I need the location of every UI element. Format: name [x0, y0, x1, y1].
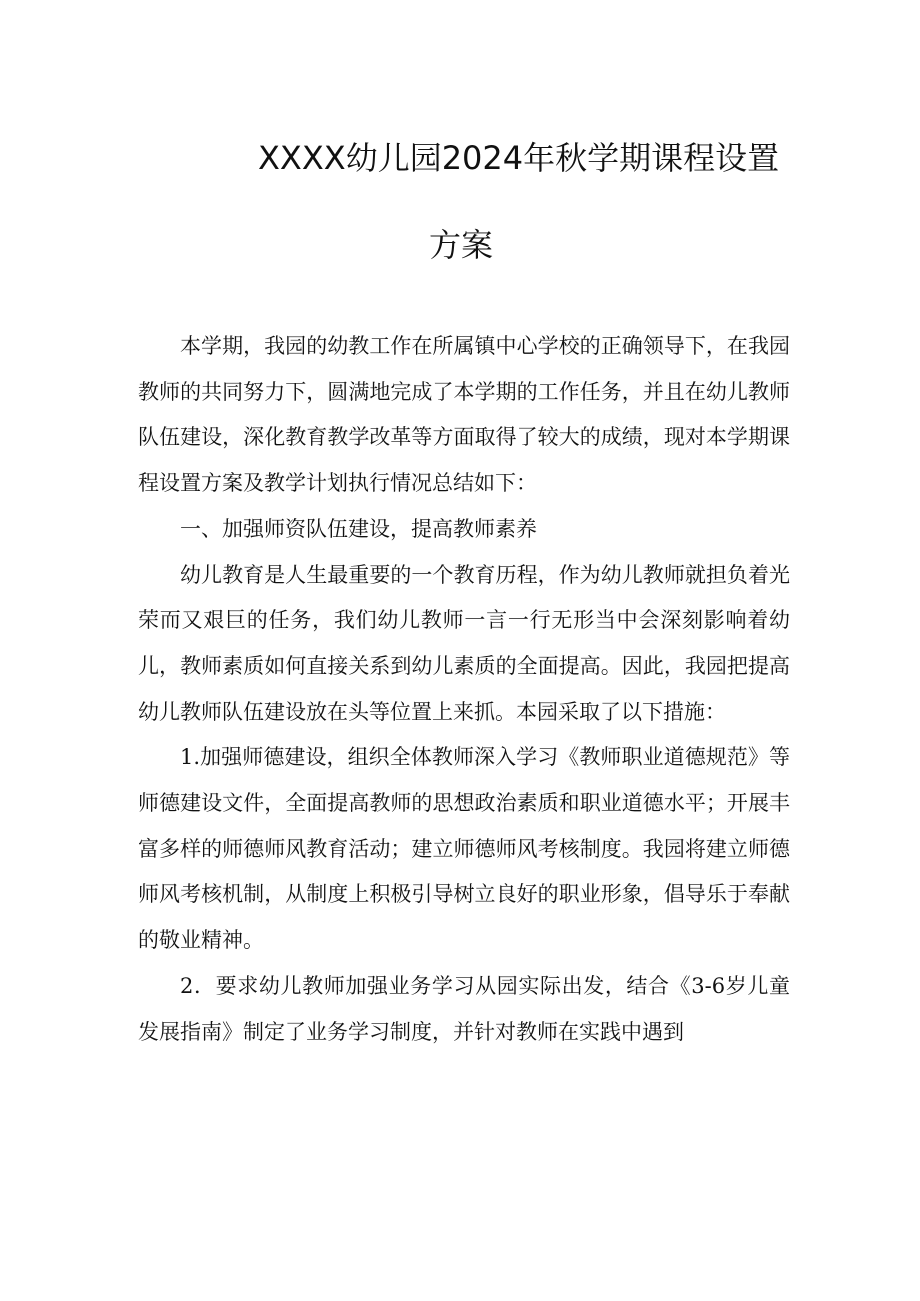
document-body [138, 324, 790, 1055]
list-item-2: 2．要求幼儿教师加强业务学习从园实际出发，结合《3-6岁儿童发展指南》制定了业务学习制度，并针对教师在实践中遇到 [138, 973, 790, 1044]
list-item-1: 1.加强师德建设，组织全体教师深入学习《教师职业道德规范》等师德建设文件，全面提高教师的思想政治素质和职业道德水平；开展丰富多样的师德师风教育活动；建立师德师风考核制度。我园将建立师德师风考核机制，从制度上积极引导树立良好的职业形象，倡导乐于奉献的敬业精神。 [138, 745, 790, 953]
section-1-heading: 一、加强师资队伍建设，提高教师素养 [180, 516, 537, 541]
intro-paragraph: 本学期，我园的幼教工作在所属镇中心学校的正确领导下，在我园教师的共同努力下，圆满地完成了本学期的工作任务，并且在幼儿教师队伍建设，深化教育教学改革等方面取得了较大的成绩，现对本学期课程设置方案及教学计划执行情况总结如下： [138, 334, 790, 496]
document-title-line-2: 方案 [429, 226, 494, 264]
document-title-line-1: XXXX幼儿园2024年秋学期课程设置 [258, 139, 780, 177]
section-1-paragraph: 幼儿教育是人生最重要的一个教育历程，作为幼儿教师就担负着光荣而又艰巨的任务，我们幼儿教师一言一行无形当中会深刻影响着幼儿，教师素质如何直接关系到幼儿素质的全面提高。因此，我园把提高幼儿教师队伍建设放在头等位置上来抓。本园采取了以下措施： [138, 562, 790, 724]
